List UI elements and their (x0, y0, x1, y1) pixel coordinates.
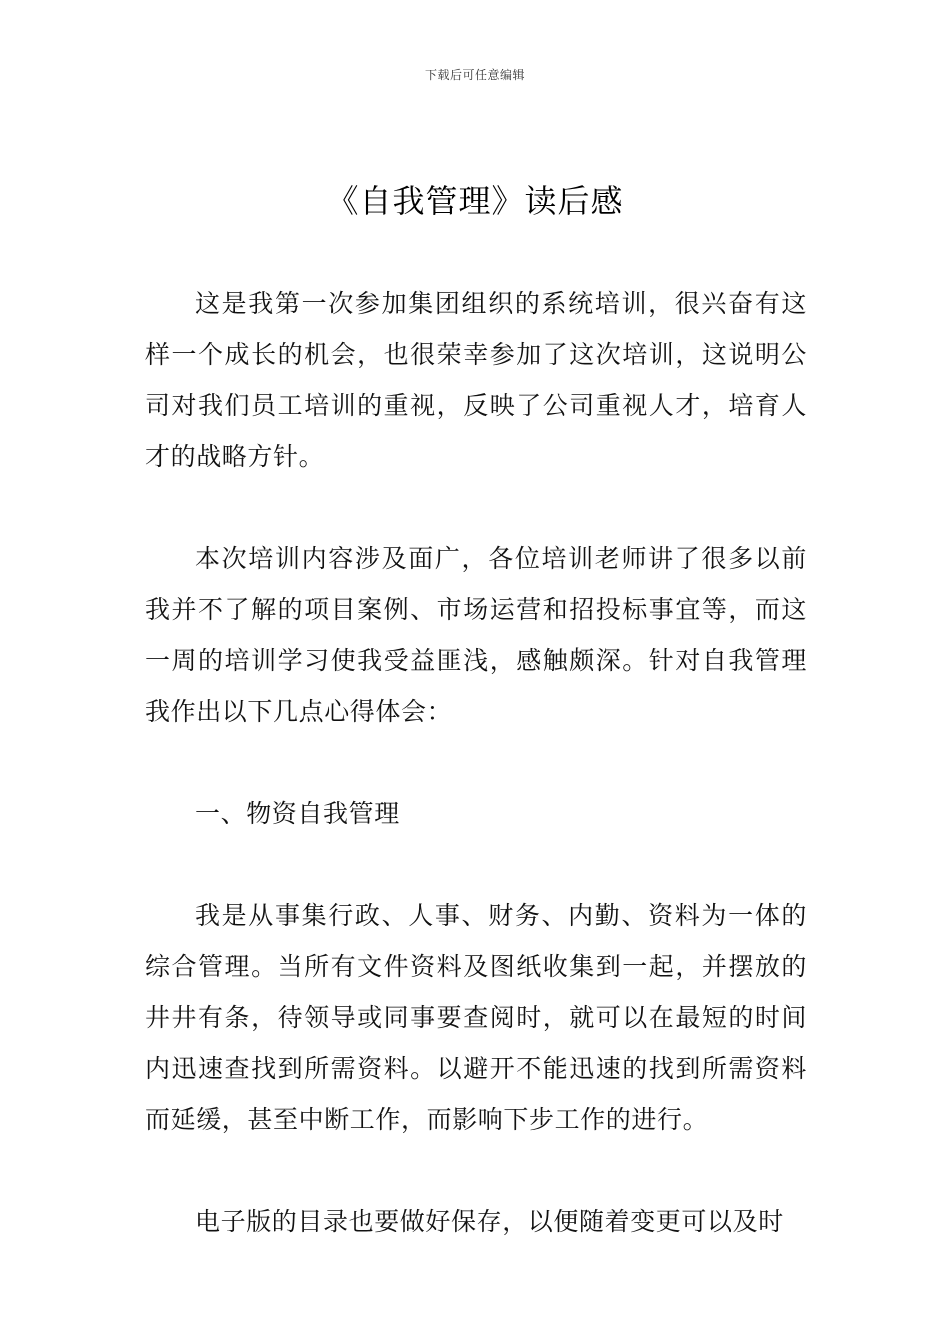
paragraph-materials: 我是从事集行政、人事、财务、内勤、资料为一体的综合管理。当所有文件资料及图纸收集到一起，并摆放的井井有条，待领导或同事要查阅时，就可以在最短的时间内迅速查找到所需资料。以避开不能迅速的找到所需资料而延缓，甚至中断工作，而影响下步工作的进行。 (145, 901, 807, 1134)
paragraph-intro: 这是我第一次参加集团组织的系统培训，很兴奋有这样一个成长的机会，也很荣幸参加了这次培训，这说明公司对我们员工培训的重视，反映了公司重视人才，培育人才的战略方针。 (145, 289, 807, 471)
header-note: 下载后可任意编辑 (424, 68, 525, 82)
document-body (145, 278, 807, 1247)
document-title: 《自我管理》读后感 (326, 182, 624, 220)
paragraph-training: 本次培训内容涉及面广，各位培训老师讲了很多以前我并不了解的项目案例、市场运营和招投标事宜等，而这一周的培训学习使我受益匪浅，感触颇深。针对自我管理我作出以下几点心得体会： (145, 544, 807, 726)
paragraph-electronic: 电子版的目录也要做好保存，以便随着变更可以及时 (195, 1207, 784, 1236)
section-heading-materials: 一、物资自我管理 (195, 799, 400, 828)
